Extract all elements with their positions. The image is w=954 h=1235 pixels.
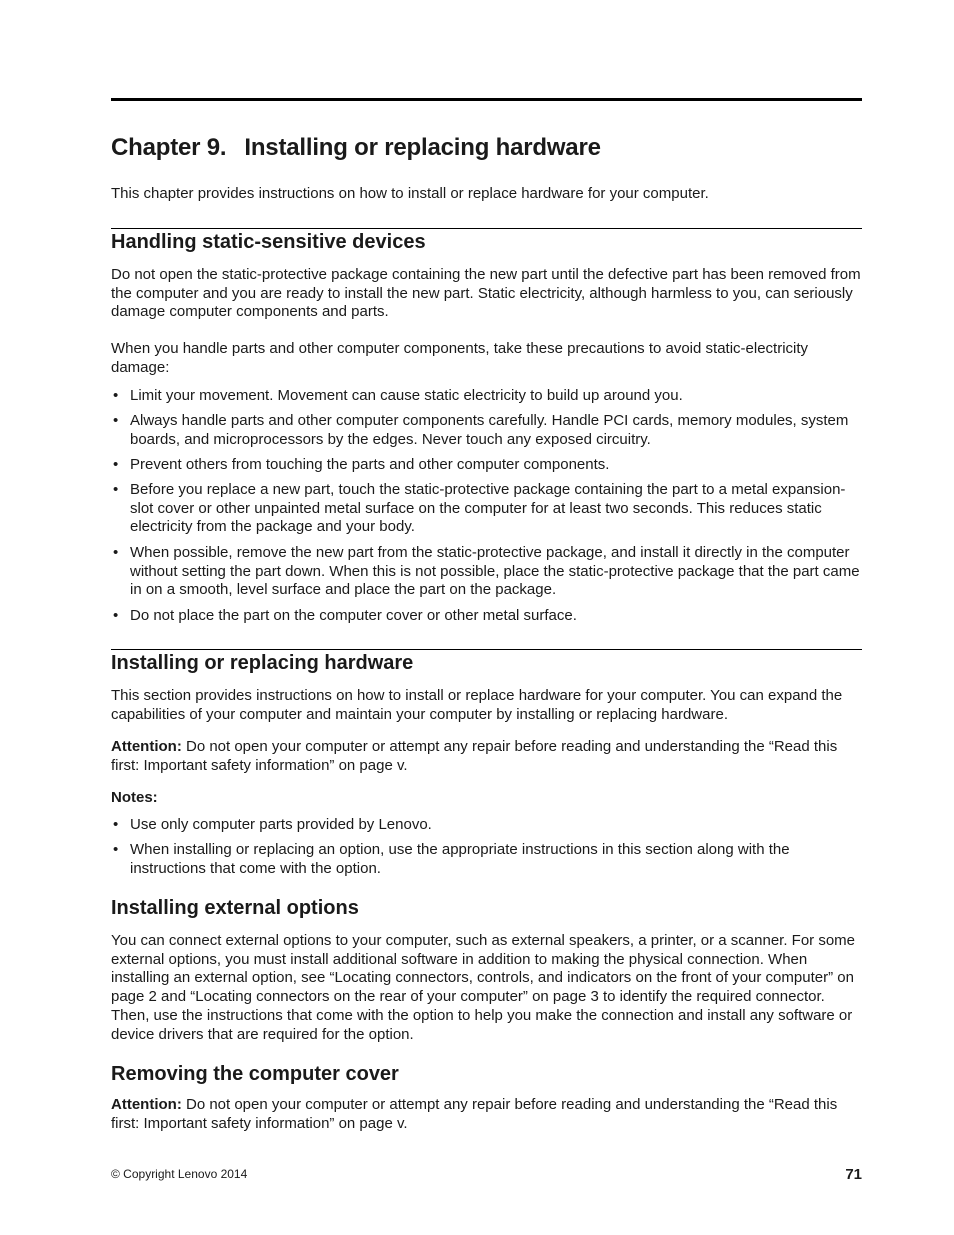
attention-text: Do not open your computer or attempt any repair before reading and understanding the “Read this first: Important safety information” on page v. xyxy=(111,1096,838,1132)
notes-label: Notes: xyxy=(111,789,158,806)
list-item-text: Before you replace a new part, touch the static-protective package containing the part to a metal expansion-slot cover or other unpainted metal surface on the computer for at least two seconds. This reduces static electricity from the package and your body. xyxy=(130,481,846,536)
chapter-number: Chapter 9. xyxy=(111,134,227,161)
list-item-text: Always handle parts and other computer components carefully. Handle PCI cards, memory modules, system boards, and microprocessors by the edges. Never touch any exposed circuitry. xyxy=(130,412,849,448)
section-heading-static: Handling static-sensitive devices xyxy=(111,231,426,253)
bullet-icon: • xyxy=(113,387,119,404)
static-paragraph-1: Do not open the static-protective package containing the new part until the defective part has been removed from the computer and you are ready to install the new part. Static electricity, although harmless to you, can seriously damage computer components and parts. xyxy=(111,266,861,321)
external-paragraph: You can connect external options to your computer, such as external speakers, a printer, or a scanner. For some external options, you must install additional software in addition to making the physical connection. When installing an external option, see “Locating connectors, controls, and indicators on the front of your computer” on page 2 and “Locating connectors on the rear of your computer” on page 3 to identify the required connector. Then, use the instructions that come with the option to help you make the connection and install any software or device drivers that are required for the option. xyxy=(111,932,856,1043)
list-item-text: Do not place the part on the computer cover or other metal surface. xyxy=(130,607,577,624)
page-number: 71 xyxy=(845,1166,862,1183)
chapter-title xyxy=(111,134,601,162)
list-item-text: Prevent others from touching the parts and other computer components. xyxy=(130,456,610,473)
cover-attention xyxy=(111,1096,862,1133)
section-rule-install xyxy=(111,649,862,650)
attention-text: Do not open your computer or attempt any repair before reading and understanding the “Read this first: Important safety information” on page v. xyxy=(111,738,838,774)
static-paragraph-2: When you handle parts and other computer components, take these precautions to avoid static-electricity damage: xyxy=(111,340,809,376)
bullet-icon: • xyxy=(113,544,119,561)
install-paragraph: This section provides instructions on how to install or replace hardware for your computer. You can expand the capabilities of your computer and maintain your computer by installing or replacing hardware. xyxy=(111,687,843,723)
bullet-icon: • xyxy=(113,481,119,498)
list-item-text: When installing or replacing an option, use the appropriate instructions in this section along with the instructions that come with the option. xyxy=(130,841,790,877)
list-item-text: Limit your movement. Movement can cause static electricity to build up around you. xyxy=(130,387,683,404)
footer-copyright: © Copyright Lenovo 2014 xyxy=(111,1167,248,1181)
section-heading-cover: Removing the computer cover xyxy=(111,1063,399,1085)
bullet-icon: • xyxy=(113,412,119,429)
section-rule-static xyxy=(111,228,862,229)
chapter-title-text: Installing or replacing hardware xyxy=(244,134,601,161)
attention-label: Attention: xyxy=(111,738,182,755)
list-item-text: Use only computer parts provided by Lenovo. xyxy=(130,816,432,833)
bullet-icon: • xyxy=(113,456,119,473)
chapter-top-rule xyxy=(111,98,862,101)
list-item-text: When possible, remove the new part from the static-protective package, and install it directly in the computer without setting the part down. When this is not possible, place the static-protective package that the part came in on a smooth, level surface and place the part on the package. xyxy=(130,544,860,599)
attention-label: Attention: xyxy=(111,1096,182,1113)
install-attention xyxy=(111,738,862,775)
bullet-icon: • xyxy=(113,607,119,624)
section-heading-external: Installing external options xyxy=(111,897,359,919)
section-heading-install: Installing or replacing hardware xyxy=(111,652,414,674)
bullet-icon: • xyxy=(113,816,119,833)
chapter-intro: This chapter provides instructions on how to install or replace hardware for your computer. xyxy=(111,185,709,202)
bullet-icon: • xyxy=(113,841,119,858)
